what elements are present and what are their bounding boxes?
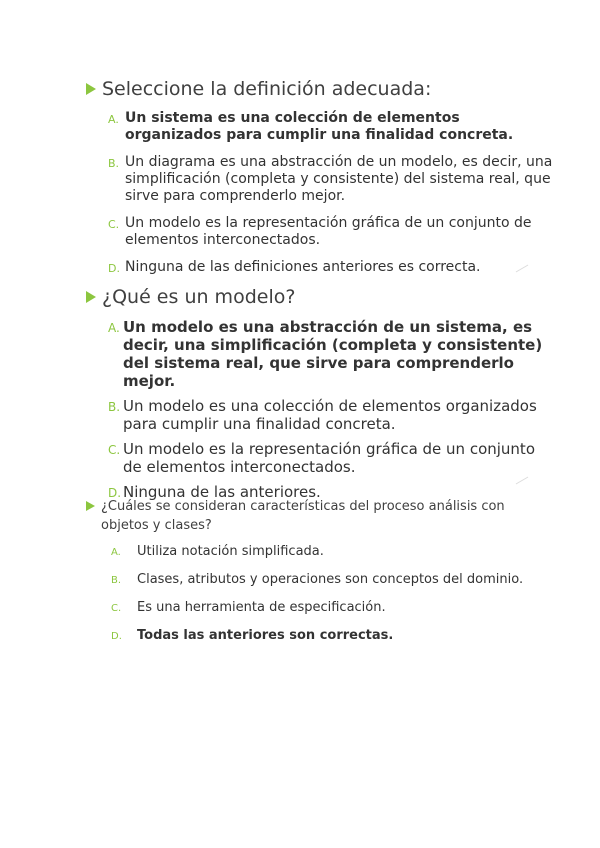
option-text: Un diagrama es una abstracción de un modelo, es decir, una simplificación (completa y consistente) del sistema real, que sirve para comprenderlo mejor.	[125, 154, 553, 204]
question-2	[86, 286, 556, 509]
question-3	[86, 497, 556, 655]
question-1-prompt: Seleccione la definición adecuada:	[102, 78, 432, 100]
question-3-option-a	[111, 543, 556, 562]
triangle-right-icon	[86, 83, 96, 95]
question-2-option-b	[108, 397, 556, 433]
question-3-header	[86, 497, 556, 535]
question-3-options	[111, 543, 556, 646]
triangle-right-icon	[86, 501, 95, 511]
option-letter: D.	[108, 486, 122, 500]
question-2-option-c	[108, 440, 556, 476]
question-2-prompt: ¿Qué es un modelo?	[102, 286, 296, 308]
option-letter: C.	[111, 603, 122, 614]
option-text: Es una herramienta de especificación.	[137, 600, 386, 615]
option-letter: D.	[108, 262, 120, 275]
question-1-option-c	[108, 215, 556, 249]
option-text: Ninguna de las anteriores.	[123, 483, 321, 501]
option-letter: B.	[108, 157, 120, 170]
option-letter: D.	[111, 631, 122, 642]
question-1-option-a	[108, 110, 556, 144]
question-1-option-d	[108, 259, 556, 277]
question-1-header	[86, 78, 556, 100]
triangle-right-icon	[86, 291, 96, 303]
option-text: Todas las anteriores son correctas.	[137, 628, 394, 643]
option-text: Ninguna de las definiciones anteriores es correcta.	[125, 259, 481, 275]
option-text: Clases, atributos y operaciones son conceptos del dominio.	[137, 572, 524, 587]
question-2-header	[86, 286, 556, 308]
option-text: Un modelo es la representación gráfica de un conjunto de elementos interconectados.	[123, 440, 535, 476]
option-text: Un modelo es una colección de elementos organizados para cumplir una finalidad concreta.	[123, 397, 537, 433]
option-letter: A.	[111, 547, 121, 558]
question-3-option-d	[111, 627, 556, 646]
question-1-option-b	[108, 154, 556, 205]
option-letter: C.	[108, 218, 120, 231]
option-letter: A.	[108, 113, 119, 126]
question-2-option-a	[108, 318, 556, 390]
option-letter: C.	[108, 443, 121, 457]
option-letter: B.	[108, 400, 121, 414]
option-letter: A.	[108, 321, 120, 335]
option-text: Un modelo es una abstracción de un sistema, es decir, una simplificación (completa y consistente) del sistema real, que sirve para comprenderlo mejor.	[123, 318, 543, 390]
question-2-options	[108, 318, 556, 502]
option-letter: B.	[111, 575, 122, 586]
option-text: Un sistema es una colección de elementos organizados para cumplir una finalidad concreta.	[125, 110, 514, 143]
question-1	[86, 78, 556, 287]
question-3-option-b	[111, 571, 556, 590]
option-text: Un modelo es la representación gráfica de un conjunto de elementos interconectados.	[125, 215, 532, 248]
question-3-prompt: ¿Cuáles se consideran características del proceso análisis con objetos y clases?	[101, 499, 505, 533]
option-text: Utiliza notación simplificada.	[137, 544, 324, 559]
question-3-option-c	[111, 599, 556, 618]
question-1-options	[108, 110, 556, 277]
